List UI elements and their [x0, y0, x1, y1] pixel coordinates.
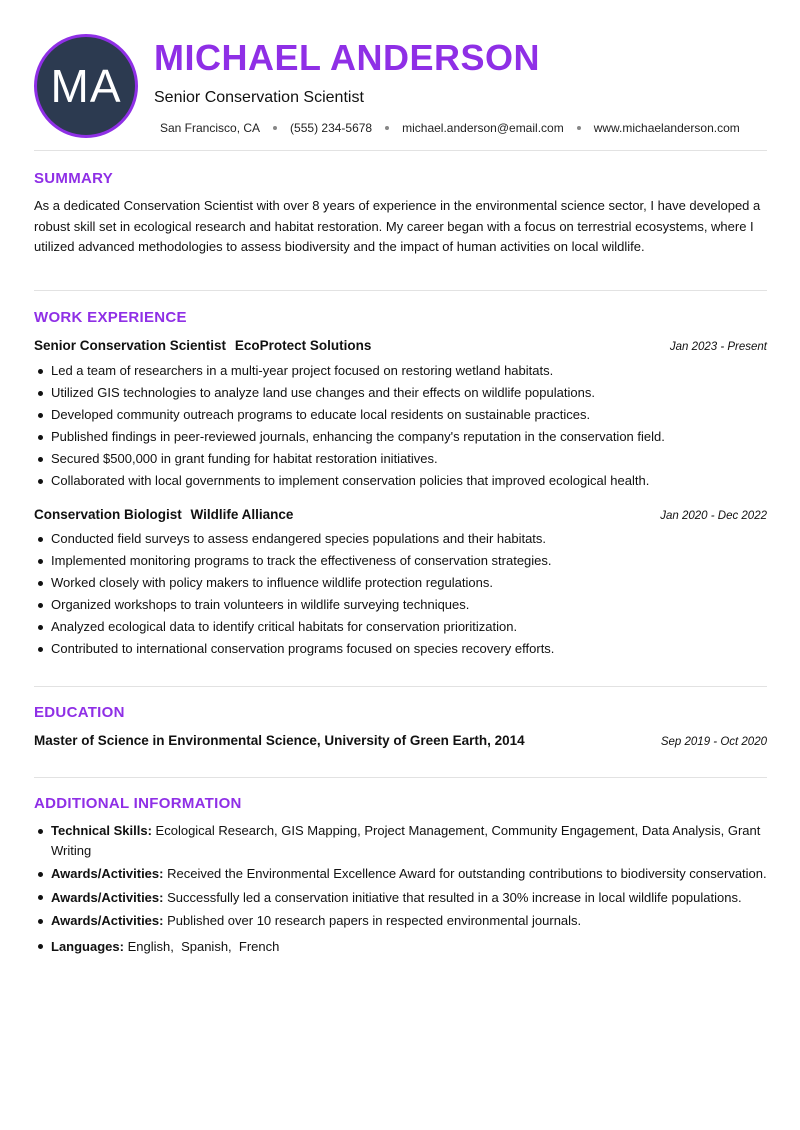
summary-heading: SUMMARY — [34, 170, 114, 187]
job-1-dates: Jan 2023 - Present — [669, 341, 767, 353]
job-2-company: Wildlife Alliance — [190, 507, 294, 522]
list-item — [34, 864, 774, 884]
job-1-role: Senior Conservation Scientist — [34, 338, 227, 353]
contact-phone: (555) 234-5678 — [290, 121, 373, 135]
job-title: Senior Conservation Scientist — [154, 89, 364, 106]
job-1-title — [34, 337, 371, 355]
list-item: Secured $500,000 in grant funding for habitat restoration initiatives. — [34, 448, 774, 470]
list-item: Utilized GIS technologies to analyze land use changes and their effects on wildlife populations. — [34, 382, 774, 404]
divider — [34, 150, 767, 151]
job-2-bullets — [34, 528, 774, 660]
list-item: Implemented monitoring programs to track the effectiveness of conservation strategies. — [34, 550, 774, 572]
job-1-bullets — [34, 360, 774, 492]
item-label: Awards/Activities: — [51, 889, 164, 905]
separator-dot — [273, 126, 277, 130]
list-item: Published findings in peer-reviewed journals, enhancing the company's reputation in the conservation field. — [34, 426, 774, 448]
additional-heading: ADDITIONAL INFORMATION — [34, 795, 242, 812]
list-item: Contributed to international conservation programs focused on species recovery efforts. — [34, 638, 774, 660]
education-degree: Master of Science in Environmental Science, University of Green Earth, 2014 — [34, 733, 525, 748]
contact-email[interactable]: michael.anderson@email.com — [402, 121, 564, 135]
contact-location: San Francisco, CA — [160, 121, 261, 135]
separator-dot — [577, 126, 581, 130]
job-2-dates: Jan 2020 - Dec 2022 — [660, 510, 767, 522]
item-label: Languages: — [51, 938, 124, 954]
item-text: English, Spanish, French — [127, 938, 280, 954]
item-label: Awards/Activities: — [51, 913, 164, 928]
job-2-role: Conservation Biologist — [34, 507, 182, 522]
divider — [34, 290, 767, 291]
additional-list — [34, 821, 774, 960]
item-text: Ecological Research, GIS Mapping, Project Management, Community Engagement, Data Analysis, Grant Writing — [51, 823, 761, 858]
item-text: Published over 10 research papers in respected environmental journals. — [167, 913, 582, 928]
item-label: Awards/Activities: — [51, 866, 164, 881]
list-item: Led a team of researchers in a multi-year project focused on restoring wetland habitats. — [34, 360, 774, 382]
job-2-title — [34, 506, 293, 524]
list-item: Conducted field surveys to assess endangered species populations and their habitats. — [34, 528, 774, 550]
item-text: Successfully led a conservation initiative that resulted in a 30% increase in local wildlife populations. — [167, 889, 742, 905]
item-text: Received the Environmental Excellence Award for outstanding contributions to biodiversity conservation. — [167, 866, 767, 881]
experience-heading: WORK EXPERIENCE — [34, 309, 187, 326]
divider — [34, 686, 767, 687]
list-item — [34, 911, 774, 931]
summary-text: As a dedicated Conservation Scientist with over 8 years of experience in the environmental science sector, I have developed a robust skill set in ecological research and habitat restoration. My career began with a focus on terrestrial ecosystems, where I utilized advanced methodologies to assess biodiversity and the impact of human activities on local wildlife. — [34, 198, 761, 254]
candidate-name: MICHAEL ANDERSON — [154, 37, 541, 78]
education-dates: Sep 2019 - Oct 2020 — [660, 736, 767, 748]
list-item: Developed community outreach programs to educate local residents on sustainable practices. — [34, 404, 774, 426]
list-item: Collaborated with local governments to implement conservation policies that improved ecological health. — [34, 470, 774, 492]
avatar-initials: MA — [50, 60, 122, 112]
item-label: Technical Skills: — [51, 823, 152, 838]
divider — [34, 777, 767, 778]
job-1-company: EcoProtect Solutions — [234, 338, 372, 353]
avatar — [34, 34, 138, 138]
list-item: Organized workshops to train volunteers in wildlife surveying techniques. — [34, 594, 774, 616]
list-item — [34, 937, 774, 957]
list-item: Worked closely with policy makers to influence wildlife protection regulations. — [34, 572, 774, 594]
list-item — [34, 888, 774, 908]
separator-dot — [385, 126, 389, 130]
contact-website[interactable]: www.michaelanderson.com — [593, 121, 740, 135]
list-item: Analyzed ecological data to identify critical habitats for conservation prioritization. — [34, 616, 774, 638]
list-item — [34, 821, 774, 860]
contact-line — [160, 120, 740, 136]
education-heading: EDUCATION — [34, 704, 125, 721]
